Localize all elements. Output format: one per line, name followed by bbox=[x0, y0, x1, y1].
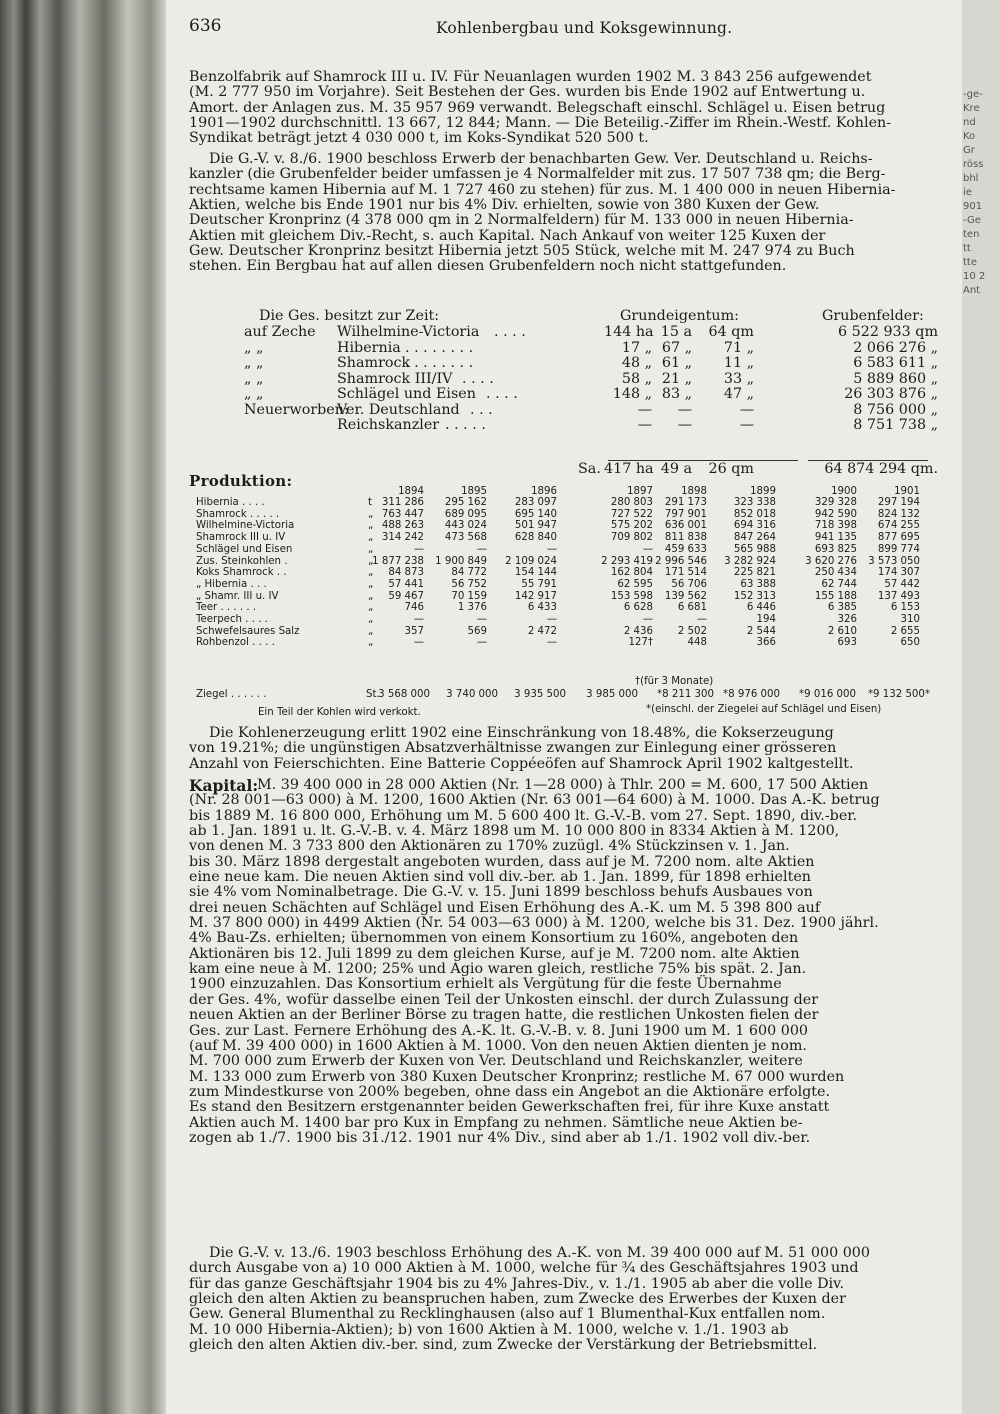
production-cell: 6 433 bbox=[527, 602, 557, 614]
text-line: durch Ausgabe von a) 10 000 Aktien à M. 1000, welche für ¾ des Geschäftsjahres 1903 und bbox=[189, 1260, 859, 1277]
holding-qm: — bbox=[739, 417, 754, 433]
holding-gf: 8 756 000 „ bbox=[853, 401, 938, 418]
production-row-label: Zus. Steinkohlen . bbox=[196, 555, 288, 567]
production-cell: 314 242 bbox=[381, 532, 424, 544]
production-cell: 459 633 bbox=[664, 543, 707, 555]
gv-1903-paragraph bbox=[189, 1246, 957, 1353]
text-line: rechtsame kamen Hibernia auf M. 1 727 460 zu stehen) für zus. M. 1 400 000 in neuen Hibernia- bbox=[189, 181, 896, 198]
text-line: Die Kohlenerzeugung erlitt 1902 eine Einschränkung von 18.48%, die Kokserzeugung bbox=[209, 725, 834, 741]
year-header: 1894 bbox=[398, 486, 424, 497]
text-line: Anzahl von Feierschichten. Eine Batterie Coppéeöfen auf Shamrock April 1902 kaltgestellt. bbox=[189, 755, 854, 772]
production-row-unit: „ bbox=[368, 555, 374, 567]
bleed-fragment: bhl bbox=[963, 173, 979, 184]
holding-dots: . . . . bbox=[486, 386, 518, 402]
production-cell: — bbox=[642, 614, 653, 625]
bleed-fragment: -ge- bbox=[963, 89, 983, 100]
holding-prefix: „ „ bbox=[244, 386, 264, 402]
text-line: M. 37 800 000) in 4499 Aktien (Nr. 54 003—63 000) à M. 1200, welche bis 31. Dez. 1900 jährl. bbox=[189, 915, 879, 932]
holding-dots: . . . . bbox=[462, 370, 494, 387]
text-line: zum Mindestkurse von 200% begeben, ohne dass ein Angebot an die Aktionäre erfolgte. bbox=[189, 1083, 831, 1100]
year-header: 1899 bbox=[750, 486, 776, 497]
production-cell: 57 442 bbox=[884, 578, 920, 590]
holding-a: 83 „ bbox=[661, 386, 692, 402]
production-cell: 84 873 bbox=[388, 567, 424, 579]
production-cell: 2 472 bbox=[527, 625, 557, 637]
text-line: Die G.-V. v. 8./6. 1900 beschloss Erwerb der benachbarten Gew. Ver. Deutschland u. Reichs- bbox=[209, 151, 873, 167]
text-line: (M. 2 777 950 im Vorjahre). Seit Bestehen der Ges. wurden bis Ende 1902 auf Entwertung u. bbox=[189, 84, 866, 101]
holding-name: Reichskanzler bbox=[337, 417, 440, 433]
production-cell: 847 264 bbox=[733, 532, 776, 544]
production-cell: 797 901 bbox=[664, 508, 707, 520]
production-cell: 824 132 bbox=[877, 508, 920, 520]
production-cell: 650 bbox=[900, 637, 920, 649]
holding-gf: 26 303 876 „ bbox=[844, 386, 938, 402]
production-cell: 250 434 bbox=[814, 567, 857, 579]
text-line: Amort. der Anlagen zus. M. 35 957 969 verwandt. Belegschaft einschl. Schlägel u. Eisen betrug bbox=[189, 99, 886, 116]
production-cell: 56 706 bbox=[671, 578, 707, 590]
production-cell: — bbox=[476, 543, 487, 555]
bleed-fragment: Ant bbox=[963, 285, 981, 296]
production-cell: 6 681 bbox=[677, 602, 707, 614]
production-note: Ein Teil der Kohlen wird verkokt. bbox=[258, 707, 421, 718]
holding-name: Shamrock bbox=[337, 355, 411, 371]
production-cell: 311 286 bbox=[381, 497, 424, 508]
text-line: bis 30. März 1898 dergestalt angeboten wurden, dass auf je M. 7200 nom. alte Aktien bbox=[189, 853, 815, 870]
holding-qm: 64 qm bbox=[708, 324, 754, 340]
production-cell: 280 803 bbox=[610, 497, 653, 508]
holdings-sum-qm: 26 qm bbox=[708, 461, 754, 477]
production-cell: 674 255 bbox=[877, 520, 920, 532]
kapital-label: Kapital: bbox=[189, 776, 259, 795]
page-number: 636 bbox=[189, 16, 222, 36]
holding-prefix: Neuerworben: bbox=[244, 401, 349, 418]
production-cell: — bbox=[546, 614, 557, 625]
holdings-sum-gf: 64 874 294 qm. bbox=[824, 461, 938, 477]
holding-dots: . . . bbox=[470, 401, 493, 418]
production-row-label: Shamrock III u. IV bbox=[196, 532, 286, 544]
production-cell: 3 282 924 bbox=[724, 555, 776, 567]
holding-ha: — bbox=[637, 417, 652, 433]
text-line: Syndikat beträgt jetzt 4 030 000 t, im Koks-Syndikat 520 500 t. bbox=[189, 130, 649, 147]
kohlen-paragraph bbox=[189, 726, 957, 772]
production-cell: 2 293 419 bbox=[601, 555, 653, 567]
holding-qm: 11 „ bbox=[723, 355, 754, 371]
ziegel-cell: *8 211 300 bbox=[657, 689, 714, 700]
production-row-label: Schwefelsaures Salz bbox=[196, 625, 300, 637]
production-cell: 763 447 bbox=[381, 508, 424, 520]
holding-ha: 148 „ bbox=[612, 386, 652, 402]
holding-gf: 6 583 611 „ bbox=[853, 355, 938, 371]
production-cell: 709 802 bbox=[610, 532, 653, 544]
production-row-unit: „ bbox=[368, 543, 374, 555]
production-cell: 473 568 bbox=[444, 532, 487, 544]
holding-dots: . . . . . . . . bbox=[405, 355, 474, 371]
bleed-fragment: 10 2 bbox=[963, 271, 986, 282]
production-cell: 6 446 bbox=[746, 602, 776, 614]
holdings-intro: Die Ges. besitzt zur Zeit: bbox=[259, 308, 440, 324]
production-cell: 727 522 bbox=[610, 508, 653, 520]
text-line: ab 1. Jan. 1891 u. lt. G.-V.-B. v. 4. März 1898 um M. 10 000 800 in 8334 Aktien à M. 1200, bbox=[189, 823, 840, 840]
production-cell: 63 388 bbox=[740, 578, 776, 590]
production-row-label: Wilhelmine-Victoria bbox=[196, 520, 295, 532]
production-cell: 2 436 bbox=[623, 625, 653, 637]
production-cell: 2 610 bbox=[827, 625, 857, 637]
bleed-fragment: röss bbox=[963, 159, 984, 170]
holdings-sum-ha: 417 ha bbox=[604, 461, 654, 477]
bleed-fragment: Gr bbox=[963, 145, 975, 156]
production-cell: 55 791 bbox=[521, 578, 557, 590]
text-line: gleich den alten Aktien zu beanspruchen haben, zum Zwecke des Erwerbes der Kuxen der bbox=[189, 1291, 846, 1308]
text-line: stehen. Ein Bergbau hat auf allen diesen Grubenfeldern noch nicht stattgefunden. bbox=[189, 258, 787, 275]
production-cell: 366 bbox=[756, 637, 776, 649]
production-cell: — bbox=[476, 614, 487, 625]
production-cell: 942 590 bbox=[814, 508, 857, 520]
bleed-fragment: Ko bbox=[963, 131, 976, 142]
text-line: kanzler (die Grubenfelder beider umfassen je 4 Normalfelder mit zus. 17 507 738 qm; die Berg- bbox=[189, 166, 886, 183]
text-line: 4% Bau-Zs. erhielten; übernommen von einem Konsortium zu 160%, angeboten den bbox=[189, 930, 799, 947]
holdings-sum-a: 49 a bbox=[660, 461, 692, 477]
production-cell: 310 bbox=[900, 614, 920, 625]
production-cell: 695 140 bbox=[514, 508, 557, 520]
production-cell: — bbox=[476, 637, 487, 649]
ziegel-cell: 3 935 500 bbox=[514, 689, 566, 700]
holding-ha: 48 „ bbox=[621, 355, 652, 371]
production-cell: 70 159 bbox=[451, 590, 487, 602]
ziegel-cell: 3 740 000 bbox=[446, 689, 498, 700]
text-line: neuen Aktien an der Berliner Börse zu tragen hatte, die restlichen Unkosten fielen der bbox=[189, 1007, 819, 1024]
production-cell: 443 024 bbox=[444, 520, 487, 532]
production-row-unit: „ bbox=[368, 532, 374, 544]
production-cell: 329 328 bbox=[814, 497, 857, 508]
production-cell: 2 655 bbox=[890, 625, 920, 637]
text-line: M. 700 000 zum Erwerb der Kuxen von Ver. Deutschland und Reichskanzler, weitere bbox=[189, 1053, 803, 1070]
production-cell: 59 467 bbox=[388, 590, 424, 602]
production-cell: 1 376 bbox=[457, 602, 487, 614]
production-cell: 84 772 bbox=[451, 567, 487, 579]
production-cell: 746 bbox=[404, 602, 424, 614]
holding-prefix: „ „ bbox=[244, 339, 264, 356]
production-cell: — bbox=[642, 543, 653, 555]
text-line: Gew. General Blumenthal zu Recklinghausen (also auf 1 Blumenthal-Kux entfallen nom. bbox=[189, 1306, 826, 1323]
gv-1900-paragraph bbox=[189, 152, 957, 275]
text-line: Deutscher Kronprinz (4 378 000 qm in 2 Normalfeldern) für M. 133 000 in neuen Hibernia- bbox=[189, 212, 854, 229]
production-cell: 6 385 bbox=[827, 602, 857, 614]
text-line: Benzolfabrik auf Shamrock III u. IV. Für Neuanlagen wurden 1902 M. 3 843 256 aufgewendet bbox=[189, 69, 872, 85]
production-row-label: Teerpech . . . . bbox=[196, 614, 268, 625]
text-line: Aktionären bis 12. Juli 1899 zu dem gleichen Kurse, auf je M. 7200 nom. alte Aktien bbox=[189, 945, 800, 962]
text-line: (auf M. 39 400 000) in 1600 Aktien à M. 1000. Von den neuen Aktien dienten je nom. bbox=[189, 1037, 807, 1054]
text-line: Aktien mit gleichem Div.-Recht, s. auch Kapital. Nach Ankauf von weiter 125 Kuxen der bbox=[189, 227, 826, 244]
production-heading: Produktion: bbox=[189, 472, 293, 490]
production-cell: 139 562 bbox=[664, 590, 707, 602]
production-cell: — bbox=[413, 614, 424, 625]
holding-a: 15 a bbox=[660, 324, 692, 340]
production-row-unit: „ bbox=[368, 567, 374, 579]
production-cell: 171 514 bbox=[664, 567, 707, 579]
production-cell: 569 bbox=[467, 625, 487, 637]
production-cell: 941 135 bbox=[814, 532, 857, 544]
year-header: 1895 bbox=[461, 486, 487, 497]
production-row-label: Koks Shamrock . . bbox=[196, 567, 287, 579]
intro-paragraph bbox=[189, 70, 957, 147]
production-row-unit: „ bbox=[368, 602, 374, 614]
holdings-col-gruben: Grubenfelder: bbox=[822, 308, 924, 324]
production-row-label: „ Shamr. III u. IV bbox=[196, 590, 279, 602]
next-page-bleed-text bbox=[963, 88, 999, 298]
holding-name: Shamrock III/IV bbox=[337, 370, 453, 387]
holding-gf: 6 522 933 qm bbox=[837, 324, 938, 340]
production-cell: 1 900 849 bbox=[435, 555, 487, 567]
bleed-fragment: Kre bbox=[963, 103, 980, 114]
production-cell: 501 947 bbox=[514, 520, 557, 532]
production-cell: 162 804 bbox=[610, 567, 653, 579]
production-cell: 3 620 276 bbox=[805, 555, 857, 567]
text-line: M. 133 000 zum Erwerb von 380 Kuxen Deutscher Kronprinz; restliche M. 67 000 wurden bbox=[189, 1068, 845, 1085]
ziegel-label: Ziegel . . . . . . bbox=[196, 689, 267, 700]
production-cell: 6 628 bbox=[623, 602, 653, 614]
production-cell: 2 109 024 bbox=[505, 555, 557, 567]
holding-a: — bbox=[677, 401, 692, 418]
text-line: bis 1889 M. 16 800 000, Erhöhung um M. 5 600 400 lt. G.-V.-B. vom 27. Sept. 1890, div.-ber. bbox=[189, 807, 858, 824]
production-cell: 57 441 bbox=[388, 578, 424, 590]
production-cell: 488 263 bbox=[381, 520, 424, 532]
production-row-unit: „ bbox=[368, 520, 374, 532]
production-cell: 852 018 bbox=[733, 508, 776, 520]
production-row-label: Rohbenzol . . . . bbox=[196, 637, 275, 649]
bleed-fragment: 901 bbox=[963, 201, 983, 212]
production-cell: 225 821 bbox=[733, 567, 776, 579]
production-cell: 693 bbox=[837, 637, 857, 649]
production-row-label: „ Hibernia . . . bbox=[196, 578, 267, 590]
bleed-fragment: tte bbox=[963, 257, 977, 268]
text-line: 1900 einzuzahlen. Das Konsortium erhielt als Vergütung für die feste Übernahme bbox=[189, 976, 782, 993]
holding-name: Schlägel und Eisen bbox=[337, 386, 476, 402]
production-cell: 323 338 bbox=[733, 497, 776, 508]
production-row-unit: „ bbox=[368, 637, 374, 649]
holding-gf: 2 066 276 „ bbox=[853, 339, 938, 356]
holding-qm: — bbox=[739, 401, 754, 418]
production-cell: — bbox=[413, 543, 424, 555]
production-row-label: Teer . . . . . . bbox=[196, 602, 257, 614]
production-cell: 689 095 bbox=[444, 508, 487, 520]
production-cell: 326 bbox=[837, 614, 857, 625]
production-cell: 174 307 bbox=[877, 567, 920, 579]
production-cell: 194 bbox=[756, 614, 776, 625]
bleed-fragment: nd bbox=[963, 117, 976, 128]
year-header: 1901 bbox=[894, 486, 920, 497]
production-cell: — bbox=[696, 614, 707, 625]
production-row-unit: „ bbox=[368, 625, 374, 637]
production-cell: 142 917 bbox=[514, 590, 557, 602]
text-line: drei neuen Schächten auf Schlägel und Eisen Erhöhung des A.-K. um M. 5 398 800 auf bbox=[189, 899, 821, 916]
production-row-unit: „ bbox=[368, 614, 374, 625]
production-cell: 718 398 bbox=[814, 520, 857, 532]
production-cell: 448 bbox=[687, 637, 707, 649]
production-cell: 152 313 bbox=[733, 590, 776, 602]
bleed-fragment: ten bbox=[963, 229, 980, 240]
production-row-unit: „ bbox=[368, 508, 374, 520]
ziegel-cell: *9 132 500* bbox=[867, 689, 930, 700]
year-header: 1896 bbox=[531, 486, 557, 497]
text-line: M. 10 000 Hibernia-Aktien); b) von 1600 Aktien à M. 1000, welche v. 1./1. 1903 ab bbox=[189, 1321, 789, 1338]
text-line: eine neue kam. Die neuen Aktien sind voll div.-ber. ab 1. Jan. 1899, für 1898 erhielten bbox=[189, 869, 812, 886]
production-cell: 565 988 bbox=[733, 543, 776, 555]
year-header: 1898 bbox=[681, 486, 707, 497]
production-cell: 693 825 bbox=[814, 543, 857, 555]
text-line: M. 39 400 000 in 28 000 Aktien (Nr. 1—28 000) à Thlr. 200 = M. 600, 17 500 Aktien bbox=[257, 777, 869, 793]
ziegel-cell: *8 976 000 bbox=[723, 689, 780, 700]
text-line: von 19.21%; die ungünstigen Absatzverhältnisse zwangen zur Einlegung einer grösseren bbox=[189, 740, 837, 757]
production-cell: — bbox=[546, 543, 557, 555]
text-line: gleich den alten Aktien div.-ber. sind, zum Zwecke der Verstärkung der Betriebsmittel. bbox=[189, 1337, 818, 1354]
production-cell: 2 996 546 bbox=[655, 555, 707, 567]
holding-gf: 8 751 738 „ bbox=[853, 417, 938, 433]
production-cell: 694 316 bbox=[733, 520, 776, 532]
production-row-label: Schlägel und Eisen bbox=[196, 543, 293, 555]
holding-qm: 71 „ bbox=[723, 339, 754, 356]
holding-prefix: „ „ bbox=[244, 370, 264, 387]
text-line: von denen M. 3 733 800 den Aktionären zu 170% zuzügl. 4% Stückzinsen v. 1. Jan. bbox=[189, 838, 790, 855]
production-cell: 155 188 bbox=[814, 590, 857, 602]
production-cell: — bbox=[546, 637, 557, 649]
holding-a: 21 „ bbox=[661, 370, 692, 387]
production-cell: 2 502 bbox=[677, 625, 707, 637]
ziegel-unit: St. bbox=[366, 689, 380, 700]
text-line: der Ges. 4%, wofür dasselbe einen Teil der Unkosten einschl. der durch Zulassung der bbox=[189, 991, 819, 1008]
bleed-fragment: -Ge bbox=[963, 215, 981, 226]
running-title: Kohlenbergbau und Koksgewinnung. bbox=[436, 19, 733, 37]
holding-ha: 144 ha bbox=[604, 324, 654, 340]
kapital-paragraph bbox=[189, 778, 957, 1146]
text-line: Gew. Deutscher Kronprinz besitzt Hibernia jetzt 505 Stück, welche mit M. 247 974 zu Buch bbox=[189, 243, 855, 260]
text-line: zogen ab 1./7. 1900 bis 31./12. 1901 nur 4% Div., sind aber ab 1./1. 1902 voll div.-ber. bbox=[189, 1129, 811, 1146]
holding-dots: . . . . . bbox=[445, 417, 486, 433]
text-line: für das ganze Geschäftsjahr 1904 bis zu 4% Jahres-Div., v. 1./1. 1905 ab aber die volle Div. bbox=[189, 1275, 845, 1292]
production-row-unit: t bbox=[368, 497, 372, 508]
production-cell: 357 bbox=[404, 625, 424, 637]
production-cell: 1 877 238 bbox=[372, 555, 424, 567]
production-cell: 153 598 bbox=[610, 590, 653, 602]
production-cell: 899 774 bbox=[877, 543, 920, 555]
year-header: 1897 bbox=[627, 486, 653, 497]
book-binding-gutter bbox=[0, 0, 166, 1414]
text-line: Ges. zur Last. Fernere Erhöhung des A.-K. lt. G.-V.-B. v. 8. Juni 1900 um M. 1 600 000 bbox=[189, 1022, 809, 1039]
holding-a: 61 „ bbox=[661, 355, 692, 371]
production-cell: 3 573 050 bbox=[868, 555, 920, 567]
production-row-label: Hibernia . . . . bbox=[196, 497, 265, 508]
holdings-col-grund: Grundeigentum: bbox=[620, 308, 740, 324]
production-cell: 297 194 bbox=[877, 497, 920, 508]
ziegel-footnote: *(einschl. der Ziegelei auf Schlägel und Eisen) bbox=[646, 704, 882, 715]
production-cell: 636 001 bbox=[664, 520, 707, 532]
production-cell: — bbox=[413, 637, 424, 649]
production-cell: 137 493 bbox=[877, 590, 920, 602]
holding-ha: 17 „ bbox=[621, 339, 652, 356]
ziegel-cell: *9 016 000 bbox=[799, 689, 856, 700]
production-cell: 628 840 bbox=[514, 532, 557, 544]
holding-name: Hibernia bbox=[337, 339, 401, 356]
production-row-label: Shamrock . . . . . bbox=[196, 508, 280, 520]
holding-name: Wilhelmine-Victoria bbox=[337, 324, 480, 340]
holding-dots: . . . . bbox=[494, 324, 526, 340]
holding-a: 67 „ bbox=[661, 339, 692, 356]
production-row-unit: „ bbox=[368, 590, 374, 602]
production-cell: 62 744 bbox=[821, 578, 857, 590]
holding-qm: 33 „ bbox=[723, 370, 754, 387]
holding-a: — bbox=[677, 417, 692, 433]
bleed-fragment: tt bbox=[963, 243, 971, 254]
text-line: kam eine neue à M. 1200; 25% und Agio waren gleich, restliche 75% bis spät. 2. Jan. bbox=[189, 961, 807, 978]
text-line: Es stand den Besitzern erstgenannter beiden Gewerkschaften frei, für ihre Kuxe anstatt bbox=[189, 1099, 830, 1116]
text-line: Aktien, welche bis Ende 1901 nur bis 4% Div. erhielten, sowie von 380 Kuxen der Gew. bbox=[189, 197, 820, 214]
text-line: (Nr. 28 001—63 000) à M. 1200, 1600 Aktien (Nr. 63 001—64 600) à M. 1000. Das A.-K. betrug bbox=[189, 792, 880, 809]
holding-name: Ver. Deutschland bbox=[337, 401, 460, 418]
bleed-fragment: ie bbox=[963, 187, 972, 198]
production-cell: 295 162 bbox=[444, 497, 487, 508]
production-cell: 575 202 bbox=[610, 520, 653, 532]
production-cell: 127† bbox=[628, 637, 653, 649]
holding-prefix: auf Zeche bbox=[244, 324, 316, 340]
text-line: Die G.-V. v. 13./6. 1903 beschloss Erhöhung des A.-K. von M. 39 400 000 auf M. 51 000 000 bbox=[209, 1245, 870, 1261]
production-row-unit: „ bbox=[368, 578, 374, 590]
production-cell: 154 144 bbox=[514, 567, 557, 579]
holding-qm: 47 „ bbox=[723, 386, 754, 402]
holdings-sum-label: Sa. bbox=[578, 461, 601, 477]
production-cell: 6 153 bbox=[890, 602, 920, 614]
holding-ha: 58 „ bbox=[621, 370, 652, 387]
production-cell: 62 595 bbox=[617, 578, 653, 590]
production-cell: 291 173 bbox=[664, 497, 707, 508]
dagger-footnote: †(für 3 Monate) bbox=[635, 676, 714, 687]
holding-gf: 5 889 860 „ bbox=[853, 370, 938, 387]
production-cell: 811 838 bbox=[664, 532, 707, 544]
holding-prefix: „ „ bbox=[244, 355, 264, 371]
production-cell: 877 695 bbox=[877, 532, 920, 544]
production-cell: 2 544 bbox=[746, 625, 776, 637]
year-header: 1900 bbox=[831, 486, 857, 497]
ziegel-cell: 3 568 000 bbox=[378, 689, 430, 700]
holding-dots: . . . . . . . . bbox=[405, 339, 474, 356]
text-line: Aktien auch M. 1400 bar pro Kux in Empfang zu nehmen. Sämtliche neue Aktien be- bbox=[189, 1114, 803, 1131]
production-cell: 56 752 bbox=[451, 578, 487, 590]
text-line: 1901—1902 durchschnittl. 13 667, 12 844; Mann. — Die Beteilig.-Ziffer im Rhein.-Westf. Kohlen- bbox=[189, 115, 892, 132]
text-line: sie 4% vom Nominalbetrage. Die G.-V. v. 15. Juni 1899 beschloss behufs Ausbaues von bbox=[189, 884, 813, 901]
holding-ha: — bbox=[637, 401, 652, 418]
production-cell: 283 097 bbox=[514, 497, 557, 508]
ziegel-cell: 3 985 000 bbox=[586, 689, 638, 700]
